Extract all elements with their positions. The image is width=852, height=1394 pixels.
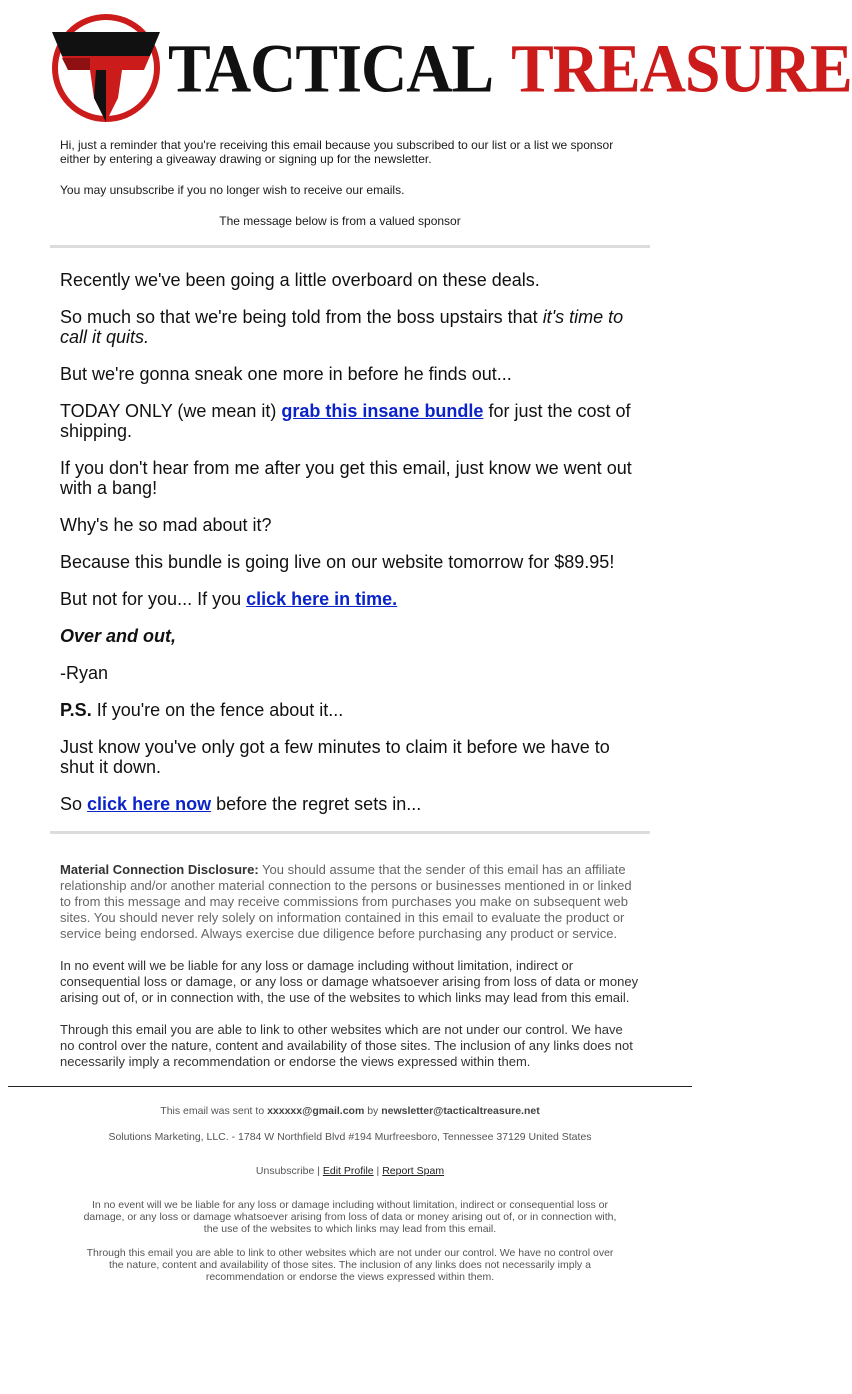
liability-disclaimer: In no event will we be liable for any loss or damage including without limitation, indirect or consequential loss or damage, or any loss or damage whatsoever arising from loss of data or money arising out of, or in connection with, the use of the websites to which links may lead from this email.: [60, 958, 639, 1005]
report-spam-link[interactable]: Report Spam: [382, 1165, 445, 1177]
signature: -Ryan: [60, 663, 109, 683]
email-footer: [0, 1087, 700, 1283]
sent-to-line: This email was sent to xxxxxx@gmail.com by newsletter@tacticaltreasure.net: [160, 1105, 540, 1117]
message-paragraph: Why's he so mad about it?: [60, 515, 272, 535]
message-paragraph: Recently we've been going a little overboard on these deals.: [60, 270, 540, 290]
message-body: [0, 248, 700, 814]
intro-section: [0, 132, 700, 228]
ps-label: P.S.: [60, 700, 92, 720]
unsubscribe-note: You may unsubscribe if you no longer wish to receive our emails.: [60, 183, 405, 197]
message-paragraph: So click here now before the regret sets in...: [60, 794, 422, 814]
disclosure-section: [0, 834, 700, 1070]
brand-wordmark: [168, 27, 852, 111]
footer-external-links: Through this email you are able to link to other websites which are not under our control. We have no control over the nature, content and availability of those sites. The inclusion of any links does not necessarily imply a recommendation or endorse the views expressed within them.: [86, 1247, 614, 1283]
ps-paragraph: P.S. If you're on the fence about it...: [60, 700, 344, 720]
footer-liability: In no event will we be liable for any loss or damage including without limitation, indirect or consequential loss or damage, or any loss or damage whatsoever arising from loss of data or money arising out of, or in connection with, the use of the websites to which links may lead from this email.: [83, 1199, 617, 1235]
message-paragraph: TODAY ONLY (we mean it) grab this insane bundle for just the cost of shipping.: [60, 401, 631, 441]
brand-word-treasure: TREASURE: [511, 30, 852, 107]
sender-email: newsletter@tacticaltreasure.net: [381, 1105, 540, 1117]
footer-links: Unsubscribe | Edit Profile | Report Spam: [255, 1165, 445, 1177]
message-paragraph: But we're gonna sneak one more in before he finds out...: [60, 364, 512, 384]
disclosure-label: Material Connection Disclosure:: [60, 862, 259, 877]
sponsor-note: The message below is from a valued sponsor: [219, 214, 461, 228]
message-paragraph: But not for you... If you click here in time.: [60, 589, 398, 609]
message-paragraph: So much so that we're being told from the boss upstairs that it's time to call it quits.: [60, 307, 624, 347]
tactical-t-logo-icon: [50, 10, 162, 126]
grab-bundle-link[interactable]: grab this insane bundle: [281, 401, 484, 421]
postal-address: Solutions Marketing, LLC. - 1784 W Northfield Blvd #194 Murfreesboro, Tennessee 37129 United States: [108, 1131, 592, 1143]
brand-word-tactical: TACTICAL: [168, 30, 494, 107]
edit-profile-link[interactable]: Edit Profile: [322, 1165, 374, 1177]
material-connection-disclosure: Material Connection Disclosure: You should assume that the sender of this email has an affiliate relationship and/or another material connection to the persons or businesses mentioned in or linked to from this message and may receive commissions from purchases you make on subsequent web sites. You should never rely solely on information contained in this email to evaluate the product or service being endorsed. Always exercise due diligence before purchasing any product or service.: [60, 862, 632, 941]
message-paragraph: If you don't hear from me after you get this email, just know we went out with a bang!: [60, 458, 632, 498]
signoff: Over and out,: [60, 626, 177, 646]
recipient-email: xxxxxx@gmail.com: [267, 1105, 365, 1117]
subscription-reminder: Hi, just a reminder that you're receiving this email because you subscribed to our list or a list we sponsor either by entering a giveaway drawing or signing up for the newsletter.: [60, 138, 614, 166]
external-links-disclaimer: Through this email you are able to link to other websites which are not under our control. We have no control over the nature, content and availability of those sites. The inclusion of any links does not necessarily imply a recommendation or endorse the views expressed within them.: [60, 1022, 633, 1069]
message-paragraph: Because this bundle is going live on our website tomorrow for $89.95!: [60, 552, 615, 572]
email-header: [0, 0, 852, 132]
emphasis-text: it's time to call it quits.: [60, 307, 624, 347]
unsubscribe-link[interactable]: Unsubscribe: [255, 1165, 315, 1177]
click-here-now-link[interactable]: click here now: [87, 794, 212, 814]
click-here-in-time-link[interactable]: click here in time.: [246, 589, 398, 609]
message-paragraph: Just know you've only got a few minutes to claim it before we have to shut it down.: [60, 737, 610, 777]
